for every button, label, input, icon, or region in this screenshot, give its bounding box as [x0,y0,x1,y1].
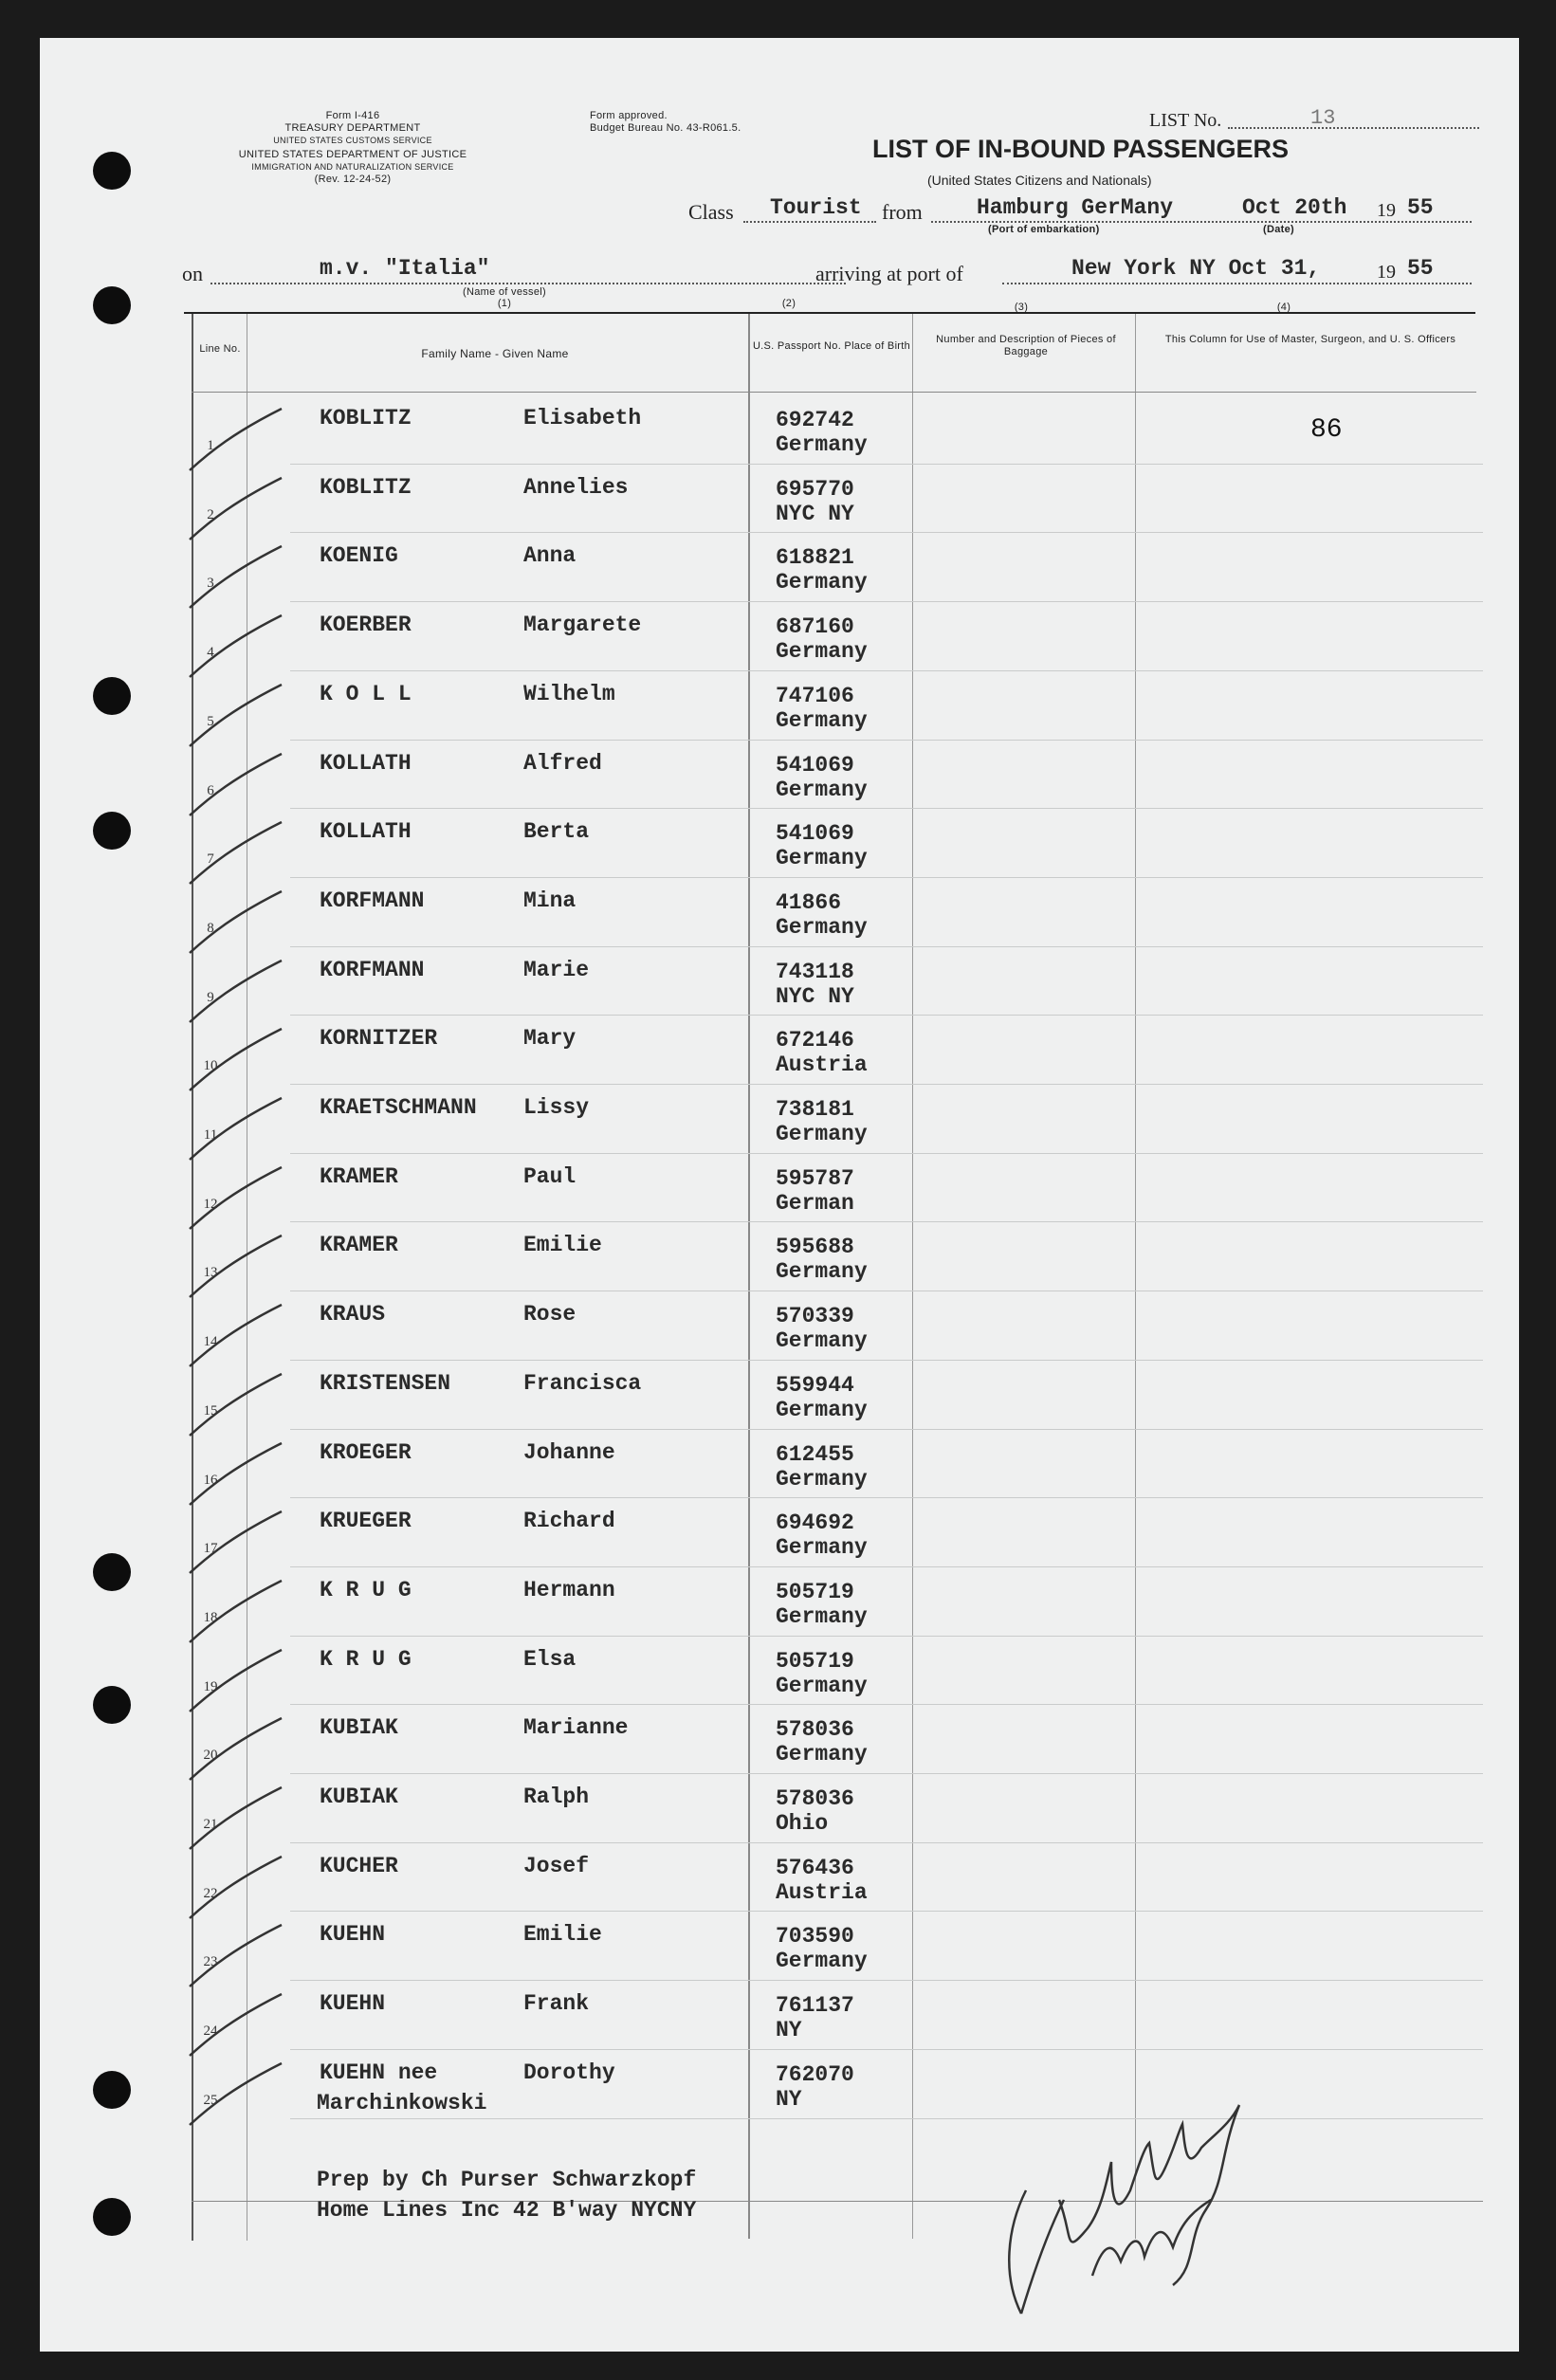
given-name: Lissy [523,1095,590,1120]
col-caption-2: (2) [781,298,796,309]
col-header-name: Family Name - Given Name [421,347,569,360]
place-of-birth: Austria [776,1879,868,1905]
place-of-birth: Germany [776,1328,868,1354]
passport-number: 570339 [776,1304,854,1329]
line-number: 14 [203,1334,218,1350]
punch-hole [93,812,131,850]
place-of-birth: German [776,1190,854,1216]
punch-hole [93,286,131,324]
row-divider [290,1015,1483,1016]
line-number: 1 [207,438,214,453]
place-of-birth: Germany [776,846,868,871]
passport-number: 687160 [776,614,854,640]
family-name: KUBIAK [320,1715,398,1741]
line-number: 18 [203,1609,218,1625]
col-divider-3 [748,314,750,2239]
given-name: Alfred [523,750,602,776]
embarkation-date: Oct 20th [1242,195,1347,220]
given-name: Elsa [523,1646,577,1672]
place-of-birth: Germany [776,1535,868,1561]
page-subtitle: (United States Citizens and Nationals) [927,173,1152,188]
passport-number: 505719 [776,1648,854,1674]
row-divider [290,1084,1483,1085]
line-number: 16 [203,1472,218,1488]
col-caption-4: (4) [1276,302,1291,313]
vessel-line [211,283,846,284]
officer-signature [969,2058,1272,2342]
preparer-line: Prep by Ch Purser Schwarzkopf [317,2168,697,2192]
row-divider [290,1911,1483,1912]
family-name: KOLLATH [320,750,412,776]
given-name: Annelies [523,474,629,500]
given-name: Mina [523,888,577,913]
given-name: Marianne [523,1715,629,1741]
class-value: Tourist [770,195,862,220]
check-mark-icon [182,1507,296,1583]
family-name: K O L L [320,681,412,706]
passport-number: 541069 [776,752,854,778]
check-mark-icon [182,1093,296,1169]
check-mark-icon [182,887,296,962]
line-number: 23 [203,1954,218,1970]
passport-number: 612455 [776,1441,854,1467]
passport-number: 672146 [776,1028,854,1053]
given-name: Margarete [523,613,642,638]
check-mark-icon [182,956,296,1032]
given-name: Emilie [523,1233,602,1258]
place-of-birth: Germany [776,432,868,457]
row-divider [290,1773,1483,1774]
family-name: K R U G [320,1577,412,1602]
arrival-year: 55 [1407,256,1434,281]
punch-hole [93,1686,131,1724]
punch-hole [93,677,131,715]
family-name: KRAMER [320,1233,398,1258]
row-divider [290,532,1483,533]
place-of-birth: Ohio [776,1811,829,1836]
place-of-birth: Germany [776,1397,868,1422]
line-number: 2 [207,506,214,522]
family-name: KUEHN [320,1991,386,2017]
vessel-name: m.v. "Italia" [320,256,490,281]
place-of-birth: Germany [776,707,868,733]
check-mark-icon [182,404,296,480]
check-mark-icon [182,2059,296,2134]
check-mark-icon [182,1852,296,1928]
list-label: LIST No. [1149,110,1222,131]
embarkation-caption: (Port of embarkation) [988,224,1100,235]
passport-number: 559944 [776,1372,854,1398]
check-mark-icon [182,1783,296,1858]
arrival-line [1002,283,1472,284]
check-mark-icon [182,1231,296,1307]
place-of-birth: Germany [776,1122,868,1146]
date-caption: (Date) [1263,224,1294,235]
given-name: Frank [523,1991,590,2017]
family-name: KORFMANN [320,957,425,982]
given-name: Josef [523,1853,590,1878]
row-divider [290,1704,1483,1705]
passport-number: 761137 [776,1993,854,2019]
check-mark-icon [182,680,296,756]
arriving-label: arriving at port of [815,262,963,285]
given-name: Dorothy [523,2060,615,2085]
line-number: 3 [207,576,214,592]
passport-number: 576436 [776,1855,854,1880]
line-number: 21 [203,1817,218,1832]
list-number: 13 [1310,106,1336,130]
arrival-port-date: New York NY Oct 31, [1071,256,1321,281]
customs-service: UNITED STATES CUSTOMS SERVICE [273,136,432,145]
place-of-birth: Austria [776,1053,868,1078]
place-of-birth: Germany [776,1259,868,1285]
from-label: from [882,200,923,224]
row-divider [290,2049,1483,2050]
row-divider [290,877,1483,878]
passport-number: 743118 [776,959,854,984]
family-name: KUEHN nee [320,2060,438,2085]
given-name: Berta [523,819,590,845]
check-mark-icon [182,1024,296,1100]
check-mark-icon [182,749,296,825]
given-name: Anna [523,543,577,569]
place-of-birth: Germany [776,914,868,940]
row-divider [290,1566,1483,1567]
passport-number: 618821 [776,545,854,571]
row-divider [290,1980,1483,1981]
line-number: 10 [203,1058,218,1074]
embarkation-port: Hamburg GerMany [977,195,1174,220]
punch-hole [93,2198,131,2236]
class-line [743,221,876,223]
passport-number: 694692 [776,1510,854,1536]
passport-number: 595787 [776,1165,854,1191]
col-header-baggage: Number and Description of Pieces of Baggage [936,334,1116,357]
line-number: 9 [207,989,214,1005]
row-divider [290,1636,1483,1637]
check-mark-icon [182,1713,296,1789]
passport-number: 747106 [776,683,854,708]
place-of-birth: Germany [776,1466,868,1492]
family-name: KOBLITZ [320,406,412,430]
family-name: KOBLITZ [320,474,412,500]
row-divider [290,946,1483,947]
passport-number: 762070 [776,2061,854,2087]
line-number: 20 [203,1748,218,1764]
line-number: 24 [203,2023,218,2040]
date-year: 55 [1407,195,1434,220]
punch-hole [93,2071,131,2109]
row-divider [290,1360,1483,1361]
col-divider-5 [1135,314,1136,2239]
passport-number: 578036 [776,1717,854,1743]
line-number: 25 [203,2092,218,2108]
maiden-name: Marchinkowski [317,2090,487,2115]
arrival-year-prefix: 19 [1377,262,1396,283]
given-name: Emilie [523,1922,602,1948]
check-mark-icon [182,541,296,617]
line-number: 15 [203,1402,218,1419]
row-divider [290,1153,1483,1154]
col-header-officers: This Column for Use of Master, Surgeon, and U. S. Officers [1164,334,1456,345]
passport-number: 541069 [776,821,854,847]
given-name: Paul [523,1163,577,1189]
company-line: Home Lines Inc 42 B'way NYCNY [317,2198,697,2223]
check-mark-icon [182,1163,296,1238]
family-name: KOLLATH [320,819,412,845]
form-approved: Form approved. [590,110,668,121]
given-name: Hermann [523,1577,615,1602]
given-name: Richard [523,1509,615,1534]
family-name: KRAUS [320,1302,386,1327]
col-divider-4 [912,314,913,2239]
check-mark-icon [182,1300,296,1376]
place-of-birth: Germany [776,1949,868,1974]
row-divider [290,1497,1483,1498]
form-number: Form I-416 [325,110,380,121]
budget-bureau: Budget Bureau No. 43-R061.5. [590,122,741,134]
page-title: LIST OF IN-BOUND PASSENGERS [872,135,1290,163]
check-mark-icon [182,1645,296,1721]
line-number: 19 [203,1678,218,1694]
col-header-passport: U.S. Passport No. Place of Birth [752,340,911,352]
given-name: Marie [523,957,590,982]
row-divider [290,670,1483,671]
manifest-page [40,38,1519,2352]
col-caption-3: (3) [1014,302,1029,313]
family-name: KUCHER [320,1853,398,1878]
place-of-birth: Germany [776,1742,868,1767]
given-name: Johanne [523,1439,615,1465]
line-number: 11 [203,1127,218,1143]
family-name: KORNITZER [320,1026,438,1052]
check-mark-icon [182,1438,296,1514]
row-divider [290,1221,1483,1222]
place-of-birth: Germany [776,639,868,665]
check-mark-icon [182,1576,296,1652]
place-of-birth: NY [776,2018,802,2043]
line-number: 5 [207,713,214,729]
family-name: KOENIG [320,543,398,569]
row-divider [290,2118,1483,2119]
row-divider [290,740,1483,741]
family-name: KORFMANN [320,888,425,913]
check-mark-icon [182,1920,296,1996]
line-number: 7 [207,851,214,868]
passport-number: 703590 [776,1924,854,1950]
header-bottom-rule [192,392,1476,393]
given-name: Wilhelm [523,681,615,706]
family-name: KOERBER [320,613,412,638]
passport-number: 738181 [776,1097,854,1122]
row-divider [290,1842,1483,1843]
place-of-birth: NYC NY [776,983,854,1009]
revision-date: (Rev. 12-24-52) [314,174,392,185]
col-header-line-no: Line No. [199,343,241,355]
family-name: KUEHN [320,1922,386,1948]
passport-number: 695770 [776,476,854,502]
line-number: 6 [207,782,214,798]
row-divider [290,808,1483,809]
family-name: KROEGER [320,1439,412,1465]
family-name: KRAETSCHMANN [320,1095,477,1120]
family-name: KRUEGER [320,1509,412,1534]
place-of-birth: Germany [776,1603,868,1629]
date-year-prefix: 19 [1377,200,1396,221]
vessel-caption: (Name of vessel) [463,286,546,298]
family-name: KUBIAK [320,1785,398,1809]
on-label: on [182,262,203,285]
punch-hole [93,152,131,190]
check-mark-icon [182,611,296,687]
class-label: Class [688,200,734,224]
officer-note: 86 [1310,415,1343,445]
place-of-birth: NYC NY [776,501,854,526]
given-name: Francisca [523,1370,642,1396]
row-divider [290,601,1483,602]
check-mark-icon [182,1369,296,1445]
passport-number: 505719 [776,1579,854,1604]
line-number: 4 [207,645,214,661]
given-name: Elisabeth [523,406,642,430]
place-of-birth: Germany [776,1673,868,1698]
passport-number: 595688 [776,1235,854,1260]
check-mark-icon [182,473,296,549]
passport-number: 578036 [776,1786,854,1811]
check-mark-icon [182,817,296,893]
col-caption-1: (1) [497,298,512,309]
passport-number: 692742 [776,408,854,432]
row-divider [290,464,1483,465]
punch-hole [93,1553,131,1591]
line-number: 8 [207,920,214,936]
immigration-service: IMMIGRATION AND NATURALIZATION SERVICE [251,162,454,172]
list-no-line [1228,127,1479,129]
family-name: KRISTENSEN [320,1370,451,1396]
line-number: 12 [203,1196,218,1212]
row-divider [290,1429,1483,1430]
treasury-dept: TREASURY DEPARTMENT [284,122,421,134]
family-name: K R U G [320,1646,412,1672]
given-name: Rose [523,1302,577,1327]
justice-dept: UNITED STATES DEPARTMENT OF JUSTICE [238,149,467,160]
line-number: 22 [203,1885,218,1901]
family-name: KRAMER [320,1163,398,1189]
line-number: 13 [203,1265,218,1281]
place-of-birth: NY [776,2086,802,2112]
check-mark-icon [182,1989,296,2065]
given-name: Mary [523,1026,577,1052]
place-of-birth: Germany [776,777,868,802]
place-of-birth: Germany [776,570,868,595]
line-number: 17 [203,1541,218,1557]
given-name: Ralph [523,1785,590,1809]
passport-number: 41866 [776,889,842,915]
